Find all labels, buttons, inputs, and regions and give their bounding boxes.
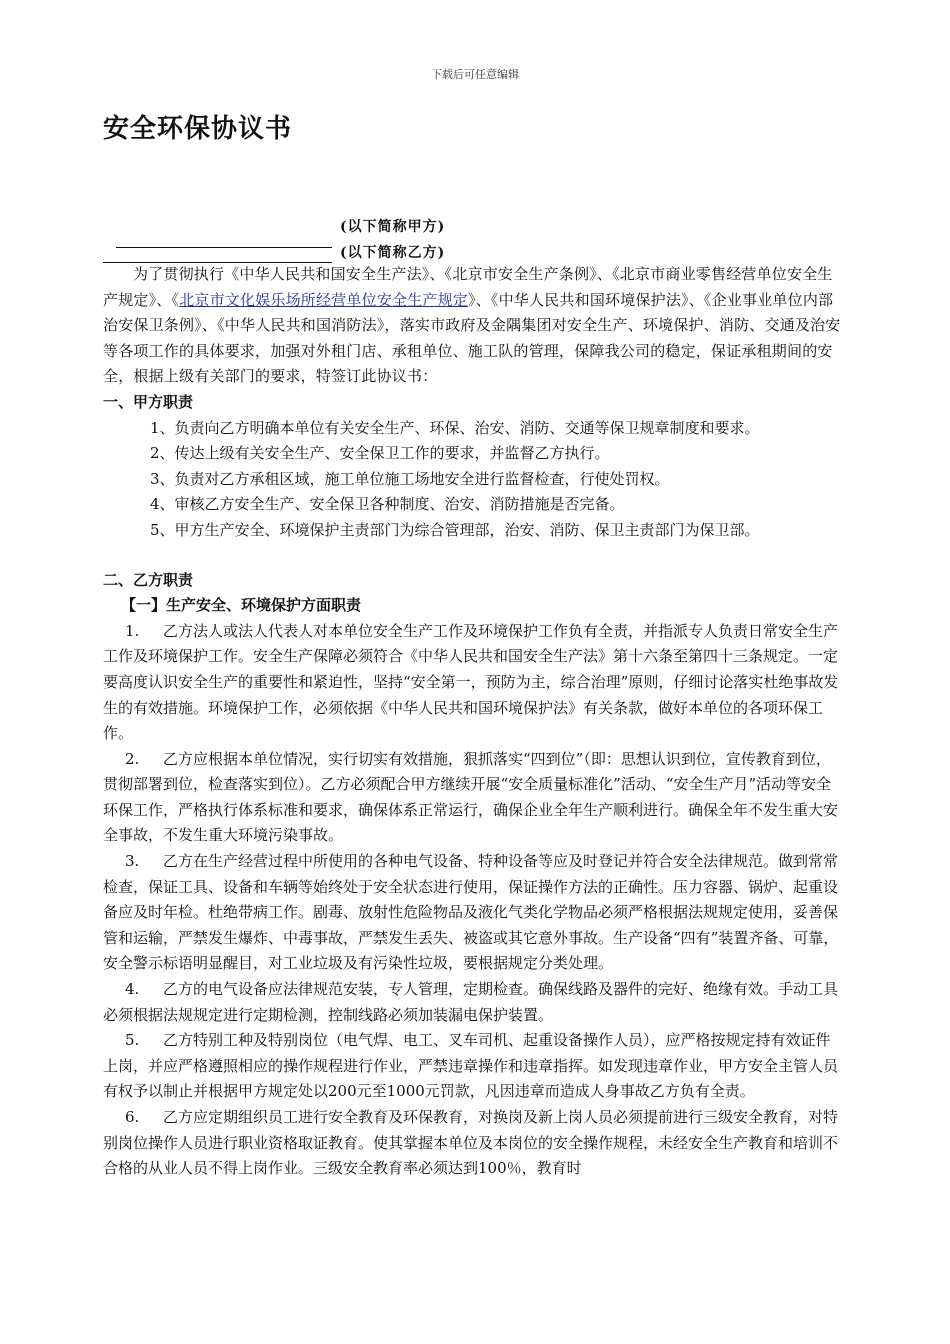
party-b-label: (以下简称乙方) bbox=[340, 245, 446, 261]
numbered-paragraph bbox=[103, 747, 843, 849]
paragraph-number: 3. bbox=[125, 852, 140, 871]
regulation-link[interactable]: 北京市文化娱乐场所经营单位安全生产规定 bbox=[179, 290, 469, 309]
intro-paragraph bbox=[103, 262, 843, 390]
paragraph-number: 2. bbox=[125, 749, 140, 768]
paragraph-number: 6. bbox=[125, 1108, 140, 1126]
paragraph-text: 乙方特别工种及特别岗位（电气焊、电工、叉车司机、起重设备操作人员），应严格按规定持有效证件上岗，并应严格遵照相应的操作规程进行作业，严禁违章操作和违章指挥。如发现违章作业，甲方安全主管人员有权予以制止并根据甲方规定处以200元至1000元罚款，凡因违章而造成人身事故乙方负有全责。 bbox=[103, 1031, 839, 1101]
intro-text-start: 为了贯彻执行《中华人民共和国安全生产法》、《北京市安全生产条例》、《北京市商业零售经营单位安全生产规定》、《 bbox=[103, 265, 833, 309]
list-item: 4、审核乙方安全生产、安全保卫各种制度、治安、消防措施是否完备。 bbox=[150, 495, 625, 514]
numbered-paragraph bbox=[103, 1028, 843, 1105]
paragraph-text: 乙方应根据本单位情况，实行切实有效措施，狠抓落实“四到位”（即：思想认识到位，宣传教育到位，贯彻部署到位，检查落实到位）。乙方必须配合甲方继续开展“安全质量标准化”活动、“安全生产月”活动等安全环保工作，严格执行体系标准和要求，确保体系正常运行，确保企业全年生产顺利进行。确保全年不发生重大安全事故，不发生重大环境污染事故。 bbox=[103, 749, 839, 845]
party-a-duties-list bbox=[103, 416, 843, 544]
list-item: 3、负责对乙方承租区域，施工单位施工场地安全进行监督检查，行使处罚权。 bbox=[150, 469, 670, 488]
paragraph-text: 乙方法人或法人代表人对本单位安全生产工作及环境保护工作负有全责，并指派专人负责日常安全生产工作及环境保护工作。安全生产保障必须符合《中华人民共和国安全生产法》第十六条至第四十三条规定。一定要高度认识安全生产的重要性和紧迫性，坚持“安全第一，预防为主，综合治理”原则，仔细讨论落实杜绝事故发生的有效措施。环境保护工作，必须依据《中华人民共和国环境保护法》有关条款，做好本单位的各项环保工作。 bbox=[103, 621, 839, 743]
numbered-paragraph bbox=[103, 619, 843, 747]
document-title: 安全环保协议书 bbox=[103, 114, 293, 144]
paragraph-text: 乙方应定期组织员工进行安全教育及环保教育，对换岗及新上岗人员必须提前进行三级安全教育，对特别岗位操作人员进行职业资格取证教育。使其掌握本单位及本岗位的安全操作规程，未经安全生产教育和培训不合格的从业人员不得上岗作业。三级安全教育率必须达到100％，教育时 bbox=[103, 1108, 839, 1178]
intro-text-end: 》、《中华人民共和国环境保护法》、《企业事业单位内部治安保卫条例》、《中华人民共和国消防法》，落实市政府及金隅集团对安全生产、环境保护、消防、交通及治安等各项工作的具体要求，加强对外租门店、承租单位、施工队的管理，保障我公司的稳定，保证承租期间的安全，根据上级有关部门的要求，特签订此协议书： bbox=[103, 290, 841, 386]
spacer bbox=[103, 544, 843, 568]
paragraph-number: 4. bbox=[125, 980, 140, 999]
subsection-heading: 【一】生产安全、环境保护方面职责 bbox=[121, 596, 362, 615]
header-note: 下载后可任意编辑 bbox=[431, 68, 519, 81]
list-item: 2、传达上级有关安全生产、安全保卫工作的要求，并监督乙方执行。 bbox=[150, 444, 610, 463]
section-heading-party-a: 一、甲方职责 bbox=[103, 392, 194, 411]
document-body bbox=[103, 262, 843, 1182]
paragraph-text: 乙方在生产经营过程中所使用的各种电气设备、特种设备等应及时登记并符合安全法律规范。做到常常检查，保证工具、设备和车辆等始终处于安全状态进行使用，保证操作方法的正确性。压力容器、锅炉、起重设备应及时年检。杜绝带病工作。剧毒、放射性危险物品及液化气类化学物品必须严格根据法规规定使用，妥善保管和运输，严禁发生爆炸、中毒事故，严禁发生丢失、被盗或其它意外事故。生产设备“四有”装置齐备、可靠，安全警示标语明显醒目，对工业垃圾及有污染性垃圾，要根据规定分类处理。 bbox=[103, 852, 839, 973]
numbered-paragraph bbox=[103, 1105, 843, 1182]
numbered-paragraph bbox=[103, 849, 843, 977]
list-item: 5、甲方生产安全、环境保护主责部门为综合管理部，治安、消防、保卫主责部门为保卫部。 bbox=[150, 520, 760, 539]
paragraph-text: 乙方的电气设备应法律规范安装，专人管理，定期检查。确保线路及器件的完好、绝缘有效。手动工具必须根据法规规定进行定期检测，控制线路必须加装漏电保护装置。 bbox=[103, 980, 839, 1024]
party-a-label: (以下简称甲方) bbox=[340, 219, 446, 235]
paragraph-number: 1. bbox=[125, 621, 140, 640]
paragraph-number: 5. bbox=[125, 1031, 140, 1050]
party-b-blank-line bbox=[116, 247, 332, 248]
list-item: 1、负责向乙方明确本单位有关安全生产、环保、治安、消防、交通等保卫规章制度和要求。 bbox=[150, 418, 760, 437]
section-heading-party-b: 二、乙方职责 bbox=[103, 570, 194, 589]
numbered-paragraph bbox=[103, 977, 843, 1028]
